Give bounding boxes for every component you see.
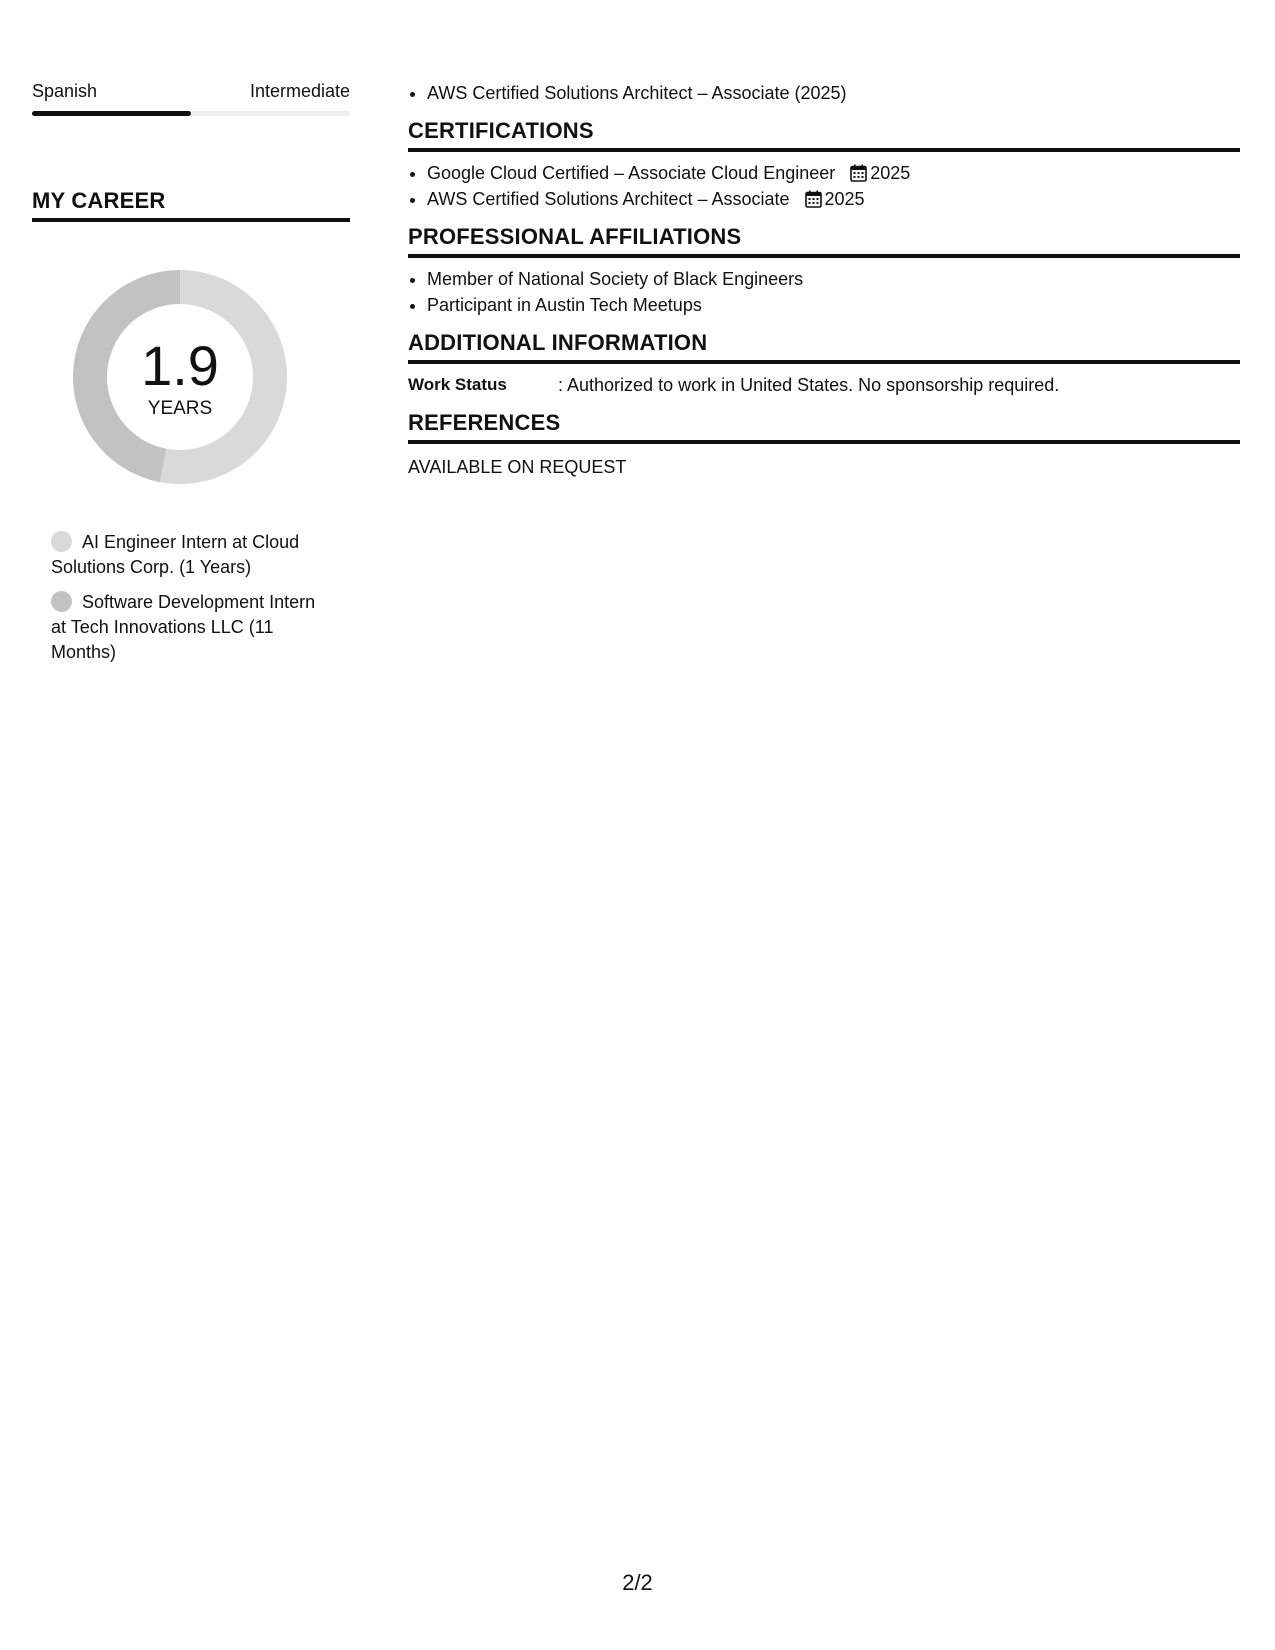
section-divider: [408, 148, 1240, 152]
certification-year: 2025: [824, 189, 865, 209]
certification-year: 2025: [870, 163, 911, 183]
legend-dot: [51, 591, 72, 612]
affiliations-list: [408, 266, 1240, 318]
certification-item: [427, 186, 1240, 212]
donut-center: [65, 262, 295, 492]
language-level: Intermediate: [249, 81, 350, 101]
certifications-title: CERTIFICATIONS: [408, 118, 594, 143]
section-divider: [408, 254, 1240, 258]
calendar-icon: [850, 164, 867, 182]
legend-item: [51, 590, 321, 665]
list-item: • AWS Certified Solutions Architect – Associate (2025): [427, 80, 1240, 106]
references-title: REFERENCES: [408, 410, 561, 435]
right-column: [408, 80, 1240, 480]
legend-label: Software Development Intern at Tech Innovations LLC (11 Months): [51, 592, 316, 662]
work-status-label: Work Status: [408, 375, 507, 394]
section-divider: [408, 360, 1240, 364]
career-legend: [51, 530, 321, 665]
career-donut-chart: [65, 262, 295, 492]
certifications-list: [408, 160, 1240, 212]
section-divider: [32, 218, 350, 222]
certification-name: AWS Certified Solutions Architect – Associate: [427, 189, 790, 209]
affiliation-item: • Member of National Society of Black Engineers: [427, 266, 1240, 292]
legend-item: [51, 530, 321, 580]
additional-info-title: ADDITIONAL INFORMATION: [408, 330, 708, 355]
language-proficiency-bar: [32, 111, 350, 116]
references-text: AVAILABLE ON REQUEST: [408, 457, 627, 477]
affiliation-item: • Participant in Austin Tech Meetups: [427, 292, 1240, 318]
career-total-unit: YEARS: [147, 398, 213, 419]
work-status-value: : Authorized to work in United States. No sponsorship required.: [558, 375, 1060, 395]
certification-name: Google Cloud Certified – Associate Cloud Engineer: [427, 163, 836, 183]
work-status-row: [408, 372, 1240, 398]
career-total-value: 1.9: [141, 334, 219, 397]
certification-item: [427, 160, 1240, 186]
section-divider: [408, 440, 1240, 444]
language-proficiency-fill: [32, 111, 191, 116]
language-row: [32, 80, 350, 102]
language-name: Spanish: [32, 81, 98, 101]
legend-dot: [51, 531, 72, 552]
career-section-title: MY CAREER: [32, 188, 166, 213]
legend-label: AI Engineer Intern at Cloud Solutions Corp. (1 Years): [51, 532, 300, 577]
page-number: 2/2: [622, 1570, 653, 1595]
calendar-icon: [805, 190, 822, 208]
continued-list: [408, 80, 1240, 106]
affiliations-title: PROFESSIONAL AFFILIATIONS: [408, 224, 742, 249]
left-column: [32, 80, 350, 675]
